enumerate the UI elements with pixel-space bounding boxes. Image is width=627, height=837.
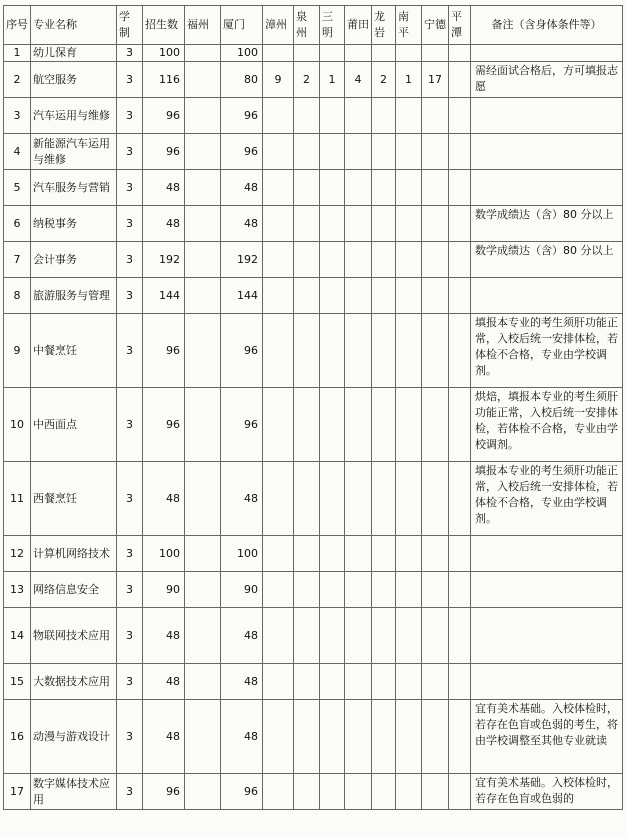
cell-xuezhi: 3 bbox=[117, 62, 143, 98]
cell-pingtan bbox=[449, 314, 471, 388]
cell-nanping bbox=[396, 388, 422, 462]
cell-ningde bbox=[422, 242, 449, 278]
table-row bbox=[4, 170, 623, 206]
cell-xiamen: 192 bbox=[221, 242, 263, 278]
cell-xiamen: 96 bbox=[221, 774, 263, 810]
table-row bbox=[4, 314, 623, 388]
cell-zhangzhou bbox=[263, 536, 294, 572]
cell-zhangzhou bbox=[263, 206, 294, 242]
cell-zhangzhou bbox=[263, 774, 294, 810]
cell-xuezhi: 3 bbox=[117, 536, 143, 572]
cell-remarks: 数学成绩达（含）80 分以上 bbox=[471, 206, 623, 242]
cell-sanming bbox=[320, 774, 345, 810]
cell-xiamen: 96 bbox=[221, 134, 263, 170]
cell-longyan bbox=[372, 314, 396, 388]
cell-remarks bbox=[471, 134, 623, 170]
cell-fuzhou bbox=[185, 774, 221, 810]
cell-enrollment-total: 144 bbox=[143, 278, 185, 314]
cell-pingtan bbox=[449, 700, 471, 774]
cell-xuezhi: 3 bbox=[117, 45, 143, 62]
cell-longyan bbox=[372, 206, 396, 242]
cell-xuezhi: 3 bbox=[117, 314, 143, 388]
cell-enrollment-total: 48 bbox=[143, 206, 185, 242]
table-row bbox=[4, 134, 623, 170]
cell-pingtan bbox=[449, 664, 471, 700]
cell-nanping bbox=[396, 98, 422, 134]
cell-quanzhou bbox=[294, 664, 320, 700]
cell-ningde bbox=[422, 774, 449, 810]
cell-row-number: 15 bbox=[4, 664, 31, 700]
cell-zhangzhou bbox=[263, 98, 294, 134]
cell-putian bbox=[345, 608, 372, 664]
cell-ningde bbox=[422, 278, 449, 314]
cell-longyan bbox=[372, 664, 396, 700]
cell-fuzhou bbox=[185, 45, 221, 62]
cell-longyan: 2 bbox=[372, 62, 396, 98]
cell-major-name: 旅游服务与管理 bbox=[31, 278, 117, 314]
cell-remarks: 数学成绩达（含）80 分以上 bbox=[471, 242, 623, 278]
cell-zhangzhou bbox=[263, 572, 294, 608]
table-row bbox=[4, 774, 623, 810]
cell-sanming bbox=[320, 700, 345, 774]
cell-major-name: 大数据技术应用 bbox=[31, 664, 117, 700]
cell-nanping bbox=[396, 206, 422, 242]
cell-putian bbox=[345, 278, 372, 314]
cell-major-name: 纳税事务 bbox=[31, 206, 117, 242]
cell-remarks bbox=[471, 170, 623, 206]
cell-fuzhou bbox=[185, 62, 221, 98]
cell-fuzhou bbox=[185, 572, 221, 608]
cell-enrollment-total: 48 bbox=[143, 462, 185, 536]
table-row bbox=[4, 536, 623, 572]
cell-enrollment-total: 192 bbox=[143, 242, 185, 278]
cell-pingtan bbox=[449, 170, 471, 206]
cell-ningde bbox=[422, 170, 449, 206]
cell-row-number: 2 bbox=[4, 62, 31, 98]
cell-nanping bbox=[396, 462, 422, 536]
cell-enrollment-total: 90 bbox=[143, 572, 185, 608]
cell-putian bbox=[345, 536, 372, 572]
cell-xuezhi: 3 bbox=[117, 206, 143, 242]
cell-sanming bbox=[320, 134, 345, 170]
cell-fuzhou bbox=[185, 462, 221, 536]
cell-sanming bbox=[320, 462, 345, 536]
cell-row-number: 13 bbox=[4, 572, 31, 608]
cell-xuezhi: 3 bbox=[117, 608, 143, 664]
cell-xiamen: 48 bbox=[221, 206, 263, 242]
cell-enrollment-total: 48 bbox=[143, 664, 185, 700]
cell-row-number: 1 bbox=[4, 45, 31, 62]
cell-ningde bbox=[422, 572, 449, 608]
cell-row-number: 3 bbox=[4, 98, 31, 134]
cell-sanming bbox=[320, 45, 345, 62]
cell-sanming bbox=[320, 608, 345, 664]
cell-xiamen: 48 bbox=[221, 664, 263, 700]
cell-row-number: 17 bbox=[4, 774, 31, 810]
cell-zhangzhou bbox=[263, 388, 294, 462]
cell-sanming bbox=[320, 314, 345, 388]
cell-ningde bbox=[422, 134, 449, 170]
cell-fuzhou bbox=[185, 134, 221, 170]
cell-ningde bbox=[422, 314, 449, 388]
header-xiamen: 厦门 bbox=[221, 6, 263, 45]
cell-pingtan bbox=[449, 62, 471, 98]
cell-pingtan bbox=[449, 206, 471, 242]
cell-fuzhou bbox=[185, 608, 221, 664]
cell-major-name: 会计事务 bbox=[31, 242, 117, 278]
cell-fuzhou bbox=[185, 206, 221, 242]
cell-quanzhou bbox=[294, 134, 320, 170]
cell-zhangzhou bbox=[263, 700, 294, 774]
header-name: 专业名称 bbox=[31, 6, 117, 45]
table-row bbox=[4, 98, 623, 134]
cell-enrollment-total: 96 bbox=[143, 314, 185, 388]
cell-major-name: 中西面点 bbox=[31, 388, 117, 462]
cell-putian bbox=[345, 134, 372, 170]
cell-longyan bbox=[372, 45, 396, 62]
table-row bbox=[4, 462, 623, 536]
cell-major-name: 汽车服务与营销 bbox=[31, 170, 117, 206]
table-row bbox=[4, 388, 623, 462]
cell-zhangzhou bbox=[263, 278, 294, 314]
cell-enrollment-total: 100 bbox=[143, 45, 185, 62]
cell-pingtan bbox=[449, 134, 471, 170]
cell-enrollment-total: 48 bbox=[143, 608, 185, 664]
cell-fuzhou bbox=[185, 388, 221, 462]
cell-major-name: 物联网技术应用 bbox=[31, 608, 117, 664]
table-row bbox=[4, 206, 623, 242]
cell-longyan bbox=[372, 572, 396, 608]
cell-row-number: 9 bbox=[4, 314, 31, 388]
cell-pingtan bbox=[449, 45, 471, 62]
cell-putian bbox=[345, 98, 372, 134]
cell-xiamen: 90 bbox=[221, 572, 263, 608]
cell-putian bbox=[345, 206, 372, 242]
cell-zhangzhou bbox=[263, 45, 294, 62]
cell-xuezhi: 3 bbox=[117, 242, 143, 278]
cell-enrollment-total: 96 bbox=[143, 388, 185, 462]
cell-enrollment-total: 100 bbox=[143, 536, 185, 572]
table-row bbox=[4, 278, 623, 314]
cell-major-name: 航空服务 bbox=[31, 62, 117, 98]
cell-xiamen: 48 bbox=[221, 170, 263, 206]
header-remarks: 备注（含身体条件等） bbox=[471, 6, 623, 45]
cell-fuzhou bbox=[185, 242, 221, 278]
cell-xuezhi: 3 bbox=[117, 774, 143, 810]
cell-sanming bbox=[320, 664, 345, 700]
cell-putian: 4 bbox=[345, 62, 372, 98]
cell-ningde bbox=[422, 462, 449, 536]
cell-quanzhou bbox=[294, 242, 320, 278]
cell-pingtan bbox=[449, 536, 471, 572]
cell-remarks: 填报本专业的考生须肝功能正常，入校后统一安排体检，若体检不合格，专业由学校调剂。 bbox=[471, 462, 623, 536]
cell-xiamen: 144 bbox=[221, 278, 263, 314]
cell-nanping bbox=[396, 170, 422, 206]
table-header-row bbox=[4, 6, 623, 45]
cell-quanzhou bbox=[294, 278, 320, 314]
cell-fuzhou bbox=[185, 98, 221, 134]
cell-enrollment-total: 116 bbox=[143, 62, 185, 98]
cell-ningde bbox=[422, 700, 449, 774]
cell-ningde bbox=[422, 45, 449, 62]
cell-nanping bbox=[396, 572, 422, 608]
cell-remarks: 烘焙，填报本专业的考生须肝功能正常，入校后统一安排体检，若体检不合格，专业由学校调剂。 bbox=[471, 388, 623, 462]
cell-quanzhou bbox=[294, 98, 320, 134]
cell-row-number: 5 bbox=[4, 170, 31, 206]
cell-xiamen: 80 bbox=[221, 62, 263, 98]
cell-pingtan bbox=[449, 242, 471, 278]
cell-quanzhou bbox=[294, 45, 320, 62]
cell-longyan bbox=[372, 278, 396, 314]
cell-row-number: 6 bbox=[4, 206, 31, 242]
cell-sanming bbox=[320, 572, 345, 608]
header-longyan: 龙岩 bbox=[372, 6, 396, 45]
cell-longyan bbox=[372, 536, 396, 572]
cell-xuezhi: 3 bbox=[117, 170, 143, 206]
cell-putian bbox=[345, 170, 372, 206]
cell-nanping bbox=[396, 608, 422, 664]
table-row bbox=[4, 664, 623, 700]
cell-putian bbox=[345, 242, 372, 278]
cell-major-name: 西餐烹饪 bbox=[31, 462, 117, 536]
cell-longyan bbox=[372, 388, 396, 462]
cell-xiamen: 100 bbox=[221, 536, 263, 572]
cell-pingtan bbox=[449, 462, 471, 536]
cell-pingtan bbox=[449, 388, 471, 462]
cell-nanping bbox=[396, 134, 422, 170]
cell-quanzhou bbox=[294, 700, 320, 774]
cell-nanping bbox=[396, 278, 422, 314]
cell-major-name: 中餐烹饪 bbox=[31, 314, 117, 388]
cell-longyan bbox=[372, 242, 396, 278]
cell-longyan bbox=[372, 98, 396, 134]
cell-major-name: 网络信息安全 bbox=[31, 572, 117, 608]
cell-putian bbox=[345, 664, 372, 700]
cell-major-name: 新能源汽车运用与维修 bbox=[31, 134, 117, 170]
cell-major-name: 计算机网络技术 bbox=[31, 536, 117, 572]
cell-row-number: 11 bbox=[4, 462, 31, 536]
cell-ningde bbox=[422, 608, 449, 664]
cell-quanzhou bbox=[294, 774, 320, 810]
cell-longyan bbox=[372, 462, 396, 536]
cell-remarks: 宜有美术基础。入校体检时，若存在色盲或色弱的 bbox=[471, 774, 623, 810]
cell-quanzhou bbox=[294, 170, 320, 206]
cell-fuzhou bbox=[185, 664, 221, 700]
cell-zhangzhou bbox=[263, 664, 294, 700]
cell-xuezhi: 3 bbox=[117, 700, 143, 774]
cell-longyan bbox=[372, 774, 396, 810]
cell-sanming bbox=[320, 206, 345, 242]
cell-remarks: 填报本专业的考生须肝功能正常，入校后统一安排体检，若体检不合格，专业由学校调剂。 bbox=[471, 314, 623, 388]
cell-putian bbox=[345, 700, 372, 774]
cell-quanzhou bbox=[294, 388, 320, 462]
cell-major-name: 动漫与游戏设计 bbox=[31, 700, 117, 774]
cell-pingtan bbox=[449, 774, 471, 810]
cell-major-name: 数字媒体技术应用 bbox=[31, 774, 117, 810]
cell-remarks bbox=[471, 608, 623, 664]
cell-putian bbox=[345, 572, 372, 608]
cell-remarks bbox=[471, 98, 623, 134]
header-sanming: 三明 bbox=[320, 6, 345, 45]
cell-remarks bbox=[471, 572, 623, 608]
cell-enrollment-total: 96 bbox=[143, 98, 185, 134]
cell-pingtan bbox=[449, 278, 471, 314]
cell-fuzhou bbox=[185, 314, 221, 388]
cell-remarks bbox=[471, 536, 623, 572]
cell-xuezhi: 3 bbox=[117, 134, 143, 170]
cell-sanming bbox=[320, 242, 345, 278]
header-xuezhi: 学制 bbox=[117, 6, 143, 45]
cell-zhangzhou: 9 bbox=[263, 62, 294, 98]
cell-sanming bbox=[320, 98, 345, 134]
cell-fuzhou bbox=[185, 536, 221, 572]
cell-fuzhou bbox=[185, 700, 221, 774]
cell-enrollment-total: 48 bbox=[143, 170, 185, 206]
cell-remarks: 需经面试合格后，方可填报志愿 bbox=[471, 62, 623, 98]
cell-zhangzhou bbox=[263, 314, 294, 388]
cell-row-number: 14 bbox=[4, 608, 31, 664]
cell-putian bbox=[345, 774, 372, 810]
cell-remarks bbox=[471, 664, 623, 700]
cell-zhangzhou bbox=[263, 242, 294, 278]
table-row bbox=[4, 700, 623, 774]
cell-quanzhou bbox=[294, 206, 320, 242]
cell-xuezhi: 3 bbox=[117, 98, 143, 134]
cell-xiamen: 48 bbox=[221, 608, 263, 664]
header-no: 序号 bbox=[4, 6, 31, 45]
cell-enrollment-total: 48 bbox=[143, 700, 185, 774]
cell-sanming bbox=[320, 278, 345, 314]
cell-putian bbox=[345, 388, 372, 462]
admission-plan-table bbox=[3, 5, 623, 810]
cell-zhangzhou bbox=[263, 134, 294, 170]
cell-longyan bbox=[372, 170, 396, 206]
cell-nanping bbox=[396, 45, 422, 62]
cell-row-number: 8 bbox=[4, 278, 31, 314]
cell-row-number: 12 bbox=[4, 536, 31, 572]
cell-xuezhi: 3 bbox=[117, 462, 143, 536]
table-row bbox=[4, 45, 623, 62]
cell-row-number: 10 bbox=[4, 388, 31, 462]
cell-xiamen: 48 bbox=[221, 462, 263, 536]
cell-putian bbox=[345, 314, 372, 388]
cell-nanping bbox=[396, 664, 422, 700]
cell-xuezhi: 3 bbox=[117, 572, 143, 608]
cell-row-number: 7 bbox=[4, 242, 31, 278]
cell-ningde bbox=[422, 206, 449, 242]
cell-longyan bbox=[372, 700, 396, 774]
cell-ningde bbox=[422, 388, 449, 462]
cell-row-number: 4 bbox=[4, 134, 31, 170]
cell-zhangzhou bbox=[263, 462, 294, 536]
header-zhangzhou: 漳州 bbox=[263, 6, 294, 45]
table-row bbox=[4, 572, 623, 608]
cell-ningde bbox=[422, 664, 449, 700]
cell-fuzhou bbox=[185, 170, 221, 206]
cell-longyan bbox=[372, 608, 396, 664]
admission-plan-table-wrapper bbox=[3, 5, 623, 810]
cell-pingtan bbox=[449, 572, 471, 608]
cell-longyan bbox=[372, 134, 396, 170]
cell-quanzhou bbox=[294, 572, 320, 608]
cell-nanping bbox=[396, 242, 422, 278]
cell-nanping bbox=[396, 314, 422, 388]
cell-pingtan bbox=[449, 98, 471, 134]
cell-xiamen: 96 bbox=[221, 98, 263, 134]
cell-zhangzhou bbox=[263, 608, 294, 664]
cell-xuezhi: 3 bbox=[117, 664, 143, 700]
cell-sanming: 1 bbox=[320, 62, 345, 98]
cell-major-name: 幼儿保育 bbox=[31, 45, 117, 62]
cell-sanming bbox=[320, 170, 345, 206]
cell-nanping: 1 bbox=[396, 62, 422, 98]
cell-major-name: 汽车运用与维修 bbox=[31, 98, 117, 134]
table-row bbox=[4, 242, 623, 278]
cell-xuezhi: 3 bbox=[117, 388, 143, 462]
cell-ningde bbox=[422, 98, 449, 134]
cell-putian bbox=[345, 462, 372, 536]
cell-nanping bbox=[396, 774, 422, 810]
cell-quanzhou: 2 bbox=[294, 62, 320, 98]
header-quanzhou: 泉州 bbox=[294, 6, 320, 45]
cell-zhangzhou bbox=[263, 170, 294, 206]
cell-xiamen: 96 bbox=[221, 314, 263, 388]
cell-remarks: 宜有美术基础。入校体检时，若存在色盲或色弱的考生，将由学校调整至其他专业就读 bbox=[471, 700, 623, 774]
cell-xiamen: 96 bbox=[221, 388, 263, 462]
cell-quanzhou bbox=[294, 608, 320, 664]
cell-ningde: 17 bbox=[422, 62, 449, 98]
header-ningde: 宁德 bbox=[422, 6, 449, 45]
cell-quanzhou bbox=[294, 462, 320, 536]
cell-row-number: 16 bbox=[4, 700, 31, 774]
header-putian: 莆田 bbox=[345, 6, 372, 45]
cell-ningde bbox=[422, 536, 449, 572]
cell-enrollment-total: 96 bbox=[143, 774, 185, 810]
table-row bbox=[4, 62, 623, 98]
header-pingtan: 平潭 bbox=[449, 6, 471, 45]
cell-sanming bbox=[320, 388, 345, 462]
cell-quanzhou bbox=[294, 536, 320, 572]
cell-quanzhou bbox=[294, 314, 320, 388]
cell-xiamen: 48 bbox=[221, 700, 263, 774]
cell-xuezhi: 3 bbox=[117, 278, 143, 314]
cell-xiamen: 100 bbox=[221, 45, 263, 62]
cell-pingtan bbox=[449, 608, 471, 664]
cell-remarks bbox=[471, 278, 623, 314]
cell-fuzhou bbox=[185, 278, 221, 314]
cell-sanming bbox=[320, 536, 345, 572]
cell-putian bbox=[345, 45, 372, 62]
header-nanping: 南平 bbox=[396, 6, 422, 45]
header-fuzhou: 福州 bbox=[185, 6, 221, 45]
table-row bbox=[4, 608, 623, 664]
cell-remarks bbox=[471, 45, 623, 62]
cell-nanping bbox=[396, 536, 422, 572]
header-zhaosheng: 招生数 bbox=[143, 6, 185, 45]
cell-nanping bbox=[396, 700, 422, 774]
cell-enrollment-total: 96 bbox=[143, 134, 185, 170]
